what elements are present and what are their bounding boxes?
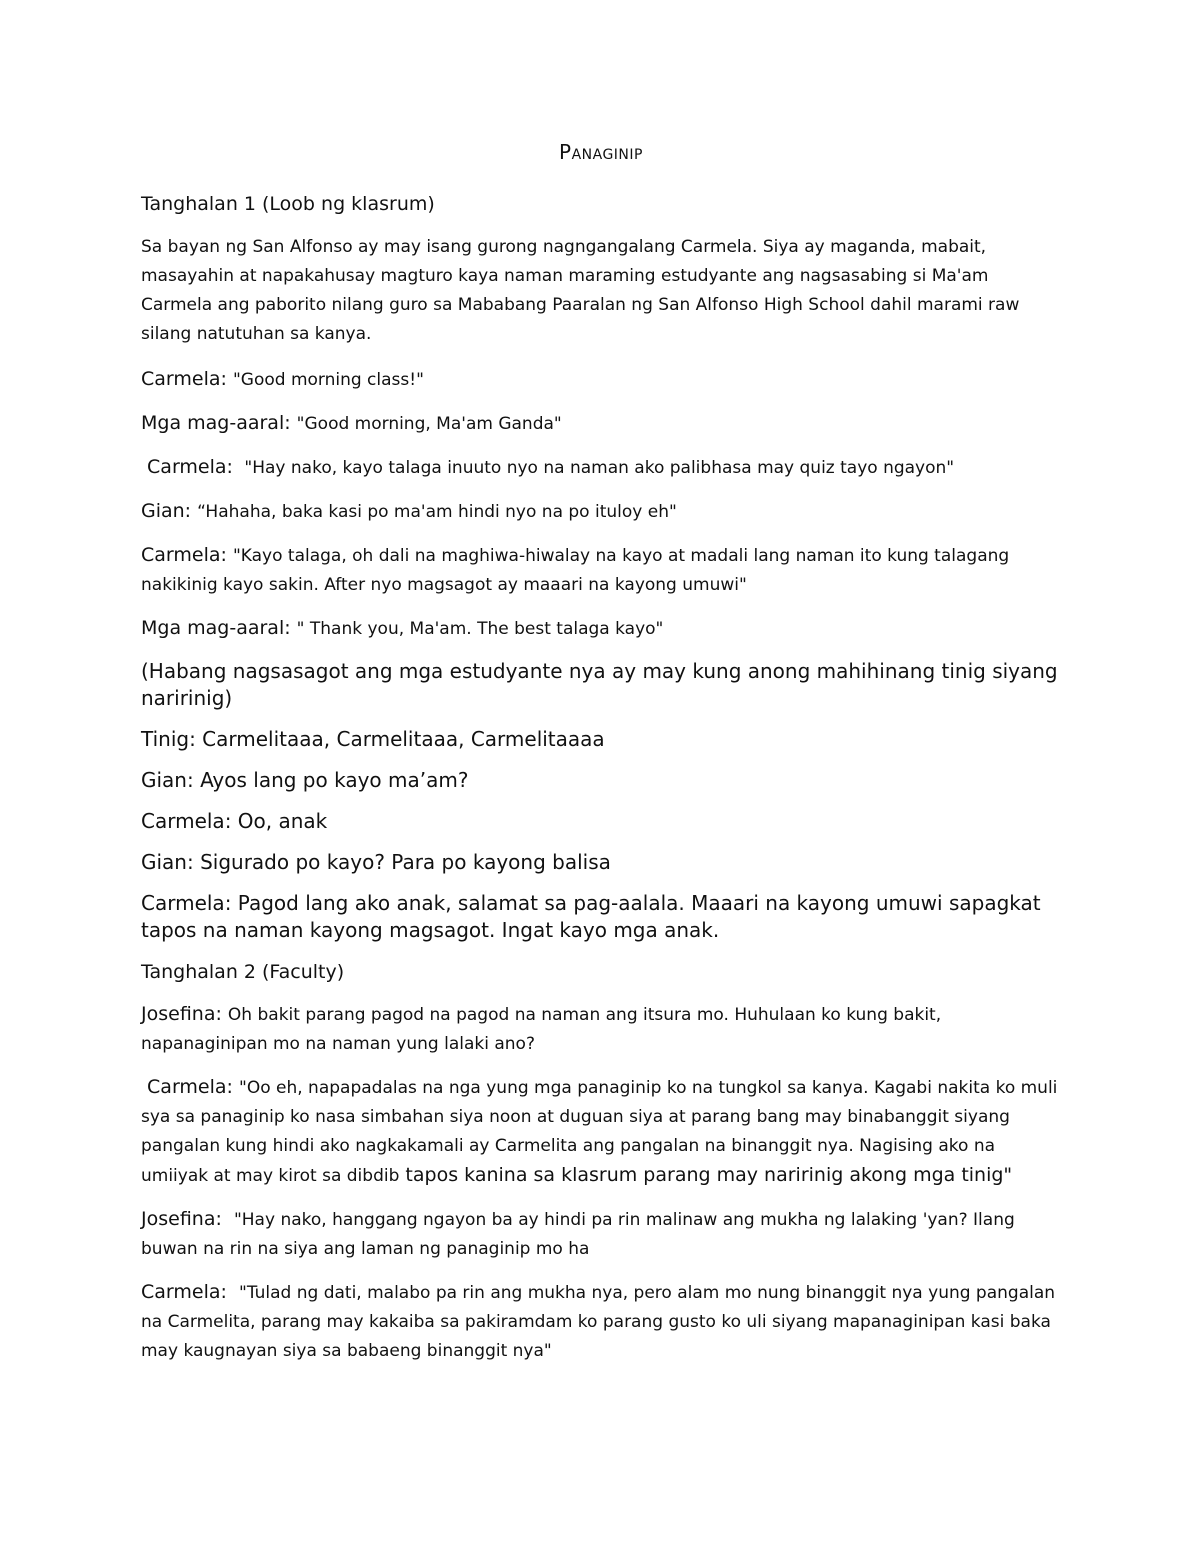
dialogue-line-6 (141, 614, 1061, 644)
document-page (141, 140, 1061, 1380)
dialogue-line-5 (141, 541, 1061, 600)
big-line-1: Tinig: Carmelitaaa, Carmelitaaa, Carmelitaaaa (141, 727, 605, 751)
dialogue2-line-1 (141, 1000, 1061, 1059)
dialogue-text: "Good morning class!" (232, 370, 424, 390)
stage-direction: (Habang nagsasagot ang mga estudyante nya ay may kung anong mahihinang tinig siyang naririnig) (141, 659, 1058, 710)
speaker-josefina: Josefina: (141, 1003, 228, 1025)
scene-2-label: Tanghalan 2 (Faculty) (141, 961, 345, 983)
speaker-gian: Gian: (141, 500, 198, 522)
dialogue-text: Oh bakit parang pagod na pagod na naman ang itsura mo. Huhulaan ko kung bakit, napanaginipan mo na naman yung lalaki ano? (141, 1005, 942, 1054)
speaker-carmela: Carmela: (141, 456, 239, 478)
speaker-carmela: Carmela: (141, 1281, 239, 1303)
big-line-5: Carmela: Pagod lang ako anak, salamat sa pag-aalala. Maaari na kayong umuwi sapagkat tapos na naman kayong magsagot. Ingat kayo mga anak. (141, 891, 1041, 942)
dialogue-text: "Good morning, Ma'am Ganda" (296, 414, 562, 434)
speaker-carmela: Carmela: (141, 368, 233, 390)
dialogue-line-4 (141, 497, 1061, 527)
dialogue2-line-3 (141, 1205, 1061, 1264)
document-title: Panaginip (559, 140, 643, 164)
dialogue-text: "Tulad ng dati, malabo pa rin ang mukha nya, pero alam mo nung binanggit nya yung pangalan na Carmelita, parang may kakaiba sa pakiramdam ko parang gusto ko uli siyang mapanaginipan kasi baka may kaugnayan siya sa babaeng binanggit nya" (141, 1283, 1056, 1361)
speaker-students: Mga mag-aaral: (141, 617, 297, 639)
intro-paragraph: Sa bayan ng San Alfonso ay may isang gurong nagngangalang Carmela. Siya ay maganda, mabait, masayahin at napakahusay magturo kaya naman maraming estudyante ang nagsasabing si Ma'am Carmela ang paborito nilang guro sa Mababang Paaralan ng San Alfonso High School dahil marami raw silang natutuhan sa kanya. (141, 237, 1020, 344)
dialogue-text: “Hahaha, baka kasi po ma'am hindi nyo na po ituloy eh" (197, 502, 677, 522)
dialogue-text: "Kayo talaga, oh dali na maghiwa-hiwalay na kayo at madali lang naman ito kung talagang nakikinig kayo sakin. After nyo magsagot ay maaari na kayong umuwi" (141, 546, 1010, 595)
dialogue-text: "Hay nako, kayo talaga inuuto nyo na naman ako palibhasa may quiz tayo ngayon" (239, 458, 955, 478)
dialogue-line-2 (141, 409, 1061, 439)
big-line-2: Gian: Ayos lang po kayo ma’am? (141, 768, 469, 792)
dialogue-text: "Oo eh, napapadalas na nga yung mga panaginip ko na tungkol sa kanya. Kagabi nakita ko muli sya sa panaginip ko nasa simbahan siya noon at duguan siya at parang bang may binabanggit siyang pangalan kung hindi ako nagkakamali ay Carmelita ang pangalan na binanggit nya. Nagising ako na umiiyak at may kirot sa dibdib (141, 1078, 1058, 1186)
big-line-4: Gian: Sigurado po kayo? Para po kayong balisa (141, 850, 611, 874)
scene-1-label (141, 190, 1061, 219)
dialogue-line-1 (141, 365, 1061, 395)
dialogue-text: "Hay nako, hanggang ngayon ba ay hindi pa rin malinaw ang mukha ng lalaking 'yan? Ilang buwan na rin na siya ang laman ng panaginip mo ha (141, 1210, 1015, 1259)
big-line-3: Carmela: Oo, anak (141, 809, 328, 833)
dialogue-text: " Thank you, Ma'am. The best talaga kayo" (296, 619, 664, 639)
speaker-carmela: Carmela: (141, 544, 233, 566)
dialogue-text-tail: tapos kanina sa klasrum parang may naririnig akong mga tinig" (399, 1164, 1013, 1186)
dialogue2-line-2 (141, 1073, 1061, 1191)
dialogue-line-3 (141, 453, 1061, 483)
dialogue2-line-4 (141, 1278, 1061, 1366)
scene-1-label-text: Tanghalan 1 (Loob ng klasrum) (141, 193, 435, 215)
speaker-students: Mga mag-aaral: (141, 412, 297, 434)
speaker-josefina: Josefina: (141, 1208, 234, 1230)
speaker-carmela: Carmela: (141, 1076, 239, 1098)
